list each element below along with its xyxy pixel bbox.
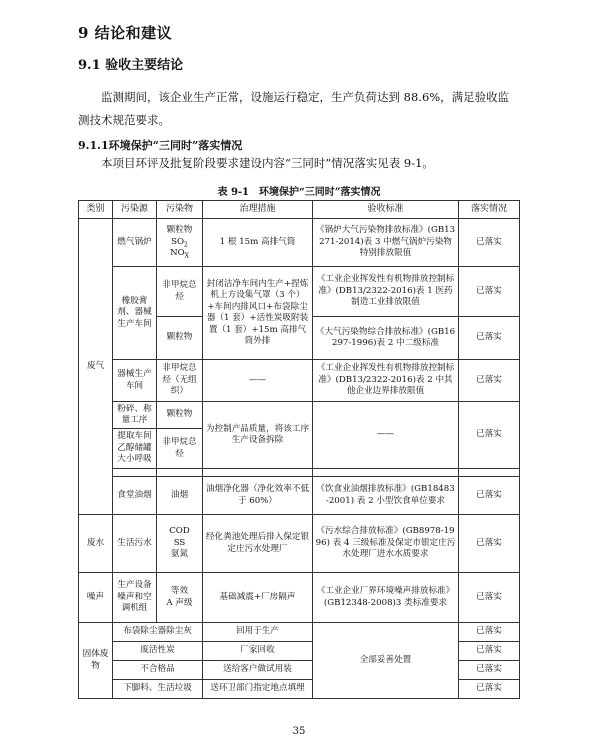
three-simultaneous-table [78, 200, 520, 699]
category-noise: 噪声 [79, 573, 113, 623]
standard-canteen: 《饮食业油烟排放标准》(GB18483-2001) 表 2 小型饮食单位要求 [313, 477, 459, 515]
source-solid-dust: 布袋除尘器除尘灰 [113, 623, 203, 642]
status-boiler: 已落实 [459, 219, 520, 267]
table-header-row [79, 201, 520, 219]
table-row [79, 219, 520, 267]
source-rubber-workshop: 橡胶膏剂、器械生产车间 [113, 267, 157, 360]
measure-solid-dust: 回用于生产 [203, 623, 313, 642]
standard-device: 《工业企业挥发性有机物排放控制标准》(DB13/2322-2016)表 2 中其他企业边界排放限值 [313, 360, 459, 402]
pollutant-canteen: 油烟 [157, 477, 203, 515]
pollutant-pm: 颗粒物 [166, 225, 193, 236]
measure-rubber: 封闭洁净车间内生产+捏炼机上方设集气罩（3 个）+车间内排风口+布袋除尘器（1 套）+活性炭吸附装置（1 套）+15m 高排气筒外排 [203, 267, 313, 360]
status-noise: 已落实 [459, 573, 520, 623]
standard-rubber-pm: 《大气污染物综合排放标准》(GB16297-1996)表 2 中二级标准 [313, 317, 459, 360]
page-number: 35 [292, 726, 306, 737]
status-solid-garbage: 已落实 [459, 680, 520, 699]
source-domestic-sewage: 生活污水 [113, 515, 157, 573]
standard-solid: 全部妥善处置 [313, 623, 459, 699]
pollutant-water: COD SS 氨氮 [157, 515, 203, 573]
pollutant-extraction: 非甲烷总烃 [157, 429, 203, 469]
status-solid-dust: 已落实 [459, 623, 520, 642]
source-solid-carbon: 废活性炭 [113, 642, 203, 661]
paragraph-monitoring: 监测期间，该企业生产正常，设施运行稳定，生产负荷达到 88.6%，满足验收监测技术规范要求。 [78, 90, 510, 127]
subsection-heading: 9.1.1环境保护“三同时”落实情况 [78, 139, 243, 152]
measure-canteen: 油烟净化器（净化效率不低于 60%） [203, 477, 313, 515]
table-row [79, 360, 520, 402]
header-status: 落实情况 [459, 201, 520, 219]
pollutant-rubber-pm: 颗粒物 [157, 317, 203, 360]
table-row [79, 515, 520, 573]
category-gas: 废气 [79, 219, 113, 515]
status-crushing: 已落实 [459, 402, 520, 469]
standard-crushing: —— [313, 402, 459, 469]
section-heading: 9.1 验收主要结论 [78, 58, 184, 73]
paragraph-table-intro: 本项目环评及批复阶段要求建设内容“三同时”情况落实见表 9-1。 [101, 156, 434, 170]
source-boiler: 燃气锅炉 [113, 219, 157, 267]
pollutant-so2: $SO_2$ [171, 236, 188, 249]
status-solid-defective: 已落实 [459, 661, 520, 680]
category-solid: 固体废物 [79, 623, 113, 699]
table-row [79, 402, 520, 429]
chapter-heading: 9 结论和建议 [78, 24, 173, 42]
status-rubber-nmhc: 已落实 [459, 267, 520, 317]
standard-rubber-nmhc: 《工业企业挥发性有机物排放控制标准》(DB13/2322-2016)表 1 医药制造工业排放限值 [313, 267, 459, 317]
source-solid-defective: 不合格品 [113, 661, 203, 680]
measure-solid-defective: 送给客户做试用装 [203, 661, 313, 680]
standard-boiler: 《锅炉大气污染物排放标准》(GB13271-2014)表 3 中燃气锅炉污染物特别排放限值 [313, 219, 459, 267]
header-measure: 治理措施 [203, 201, 313, 219]
standard-noise: 《工业企业厂界环境噪声排放标准》(GB12348-2008)3 类标准要求 [313, 573, 459, 623]
measure-boiler: 1 根 15m 高排气筒 [203, 219, 313, 267]
header-pollutant: 污染物 [157, 201, 203, 219]
status-canteen: 已落实 [459, 477, 520, 515]
table-row [79, 477, 520, 515]
header-standard: 验收标准 [313, 201, 459, 219]
table-row [79, 623, 520, 642]
source-noise: 生产设备噪声和空调机组 [113, 573, 157, 623]
measure-device: —— [203, 360, 313, 402]
measure-noise: 基础减震+厂房隔声 [203, 573, 313, 623]
source-device-workshop: 器械生产车间 [113, 360, 157, 402]
pollutant-rubber-nmhc: 非甲烷总烃 [157, 267, 203, 317]
status-water: 已落实 [459, 515, 520, 573]
table-row [79, 267, 520, 317]
status-device: 已落实 [459, 360, 520, 402]
pollutant-nox: $NO_X$ [170, 248, 189, 260]
status-solid-carbon: 已落实 [459, 642, 520, 661]
pollutant-crushing: 颗粒物 [157, 402, 203, 429]
standard-water: 《污水综合排放标准》(GB8978-1996) 表 4 三级标准及保定市银定庄污水处理厂进水水质要求 [313, 515, 459, 573]
table-row-spacer [79, 469, 520, 477]
header-category: 类别 [79, 201, 113, 219]
table-caption: 表 9-1 环境保护“三同时”落实情况 [217, 187, 381, 198]
measure-solid-garbage: 送环卫部门指定地点填埋 [203, 680, 313, 699]
source-extraction: 提取车间乙醇储罐大小呼吸 [113, 429, 157, 469]
measure-water: 经化粪池处理后排入保定银定庄污水处理厂 [203, 515, 313, 573]
measure-crushing: 为控制产品质量，将该工序生产设备拆除 [203, 402, 313, 469]
pollutant-noise: 等效 A 声级 [157, 573, 203, 623]
source-crushing: 粉碎、称量工序 [113, 402, 157, 429]
status-rubber-pm: 已落实 [459, 317, 520, 360]
pollutants-boiler [157, 219, 203, 267]
header-source: 污染源 [113, 201, 157, 219]
source-canteen: 食堂油烟 [113, 477, 157, 515]
measure-solid-carbon: 厂家回收 [203, 642, 313, 661]
pollutant-device: 非甲烷总烃（无组织） [157, 360, 203, 402]
table-row [79, 573, 520, 623]
category-water: 废水 [79, 515, 113, 573]
source-solid-garbage: 下脚料、生活垃圾 [113, 680, 203, 699]
